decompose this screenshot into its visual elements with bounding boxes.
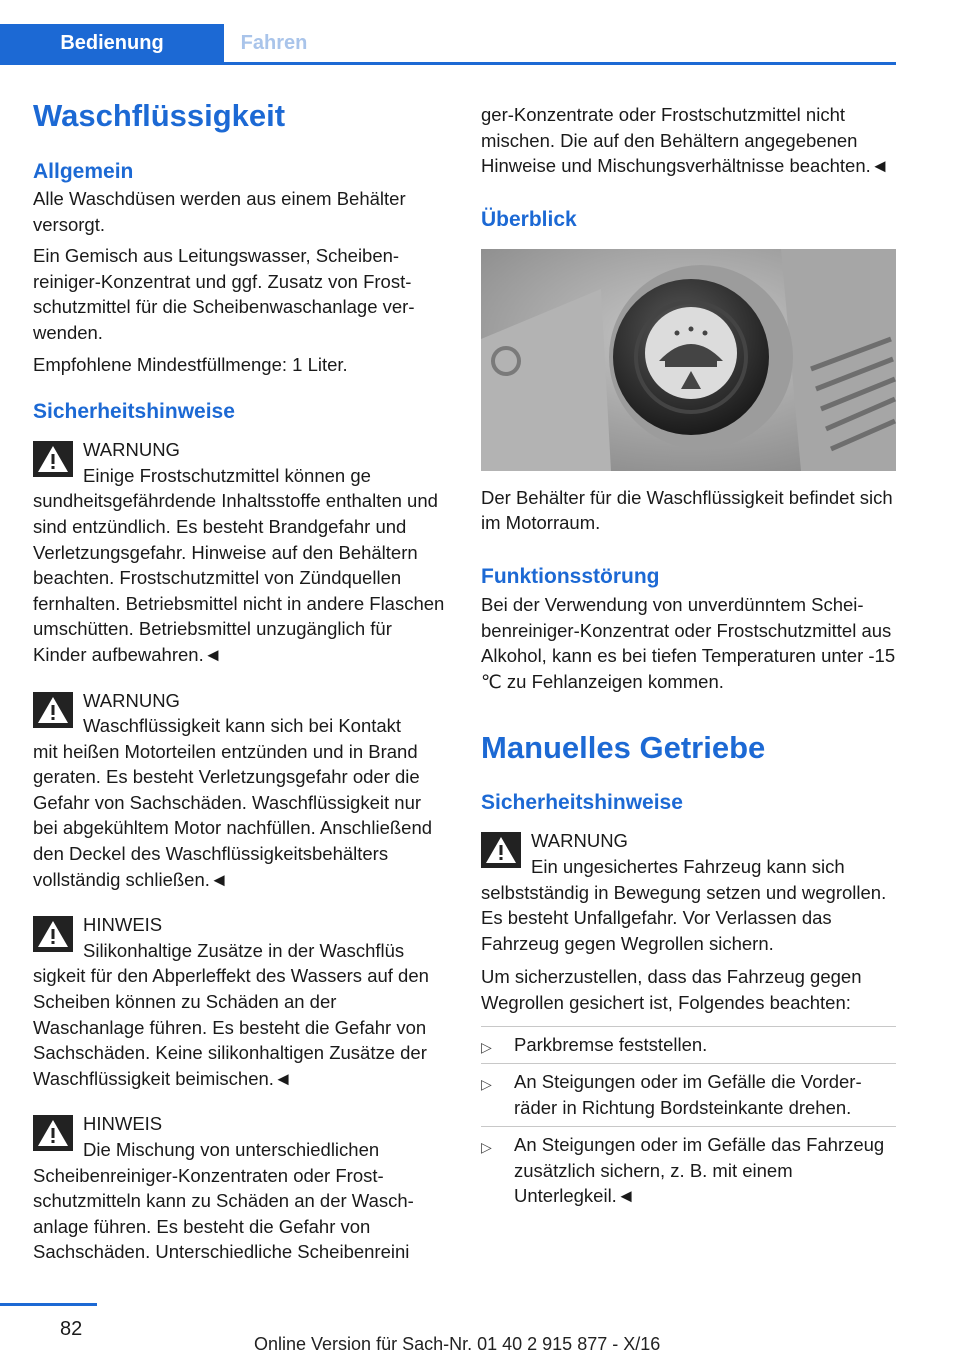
heading-allgemein: Allgemein [33,160,134,183]
notice-block-1 [33,912,448,1091]
page-number: 82 [60,1318,83,1340]
washer-reservoir-photo [481,249,896,471]
chapter-tabbar [0,24,896,65]
notice-text: sigkeit für den Abperleffekt des Wassers auf den Scheiben können zu Schäden an der Waschanlage führen. Es besteht die Gefahr von Sachschäden. Keine silikonhaltigen Zusätze der Waschflüssigkeit beimischen.◄ [33,965,429,1089]
checklist [481,1026,896,1216]
section-title-manuelles-getriebe: Manuelles Getriebe [481,730,766,766]
tab-fahren[interactable]: Fahren [240,32,308,54]
list-item: ▷ An Steigungen oder im Gefälle das Fahrzeug zusätzlich sichern, z. B. mit einem Unterlegkeil.◄ [481,1126,896,1215]
photo-caption: Der Behälter für die Waschflüssigkeit befindet sich im Motorraum. [481,486,893,534]
warning-label: WARNUNG [83,689,180,711]
warning-label: WARNUNG [83,439,180,461]
heading-ueberblick: Überblick [481,207,577,231]
warning-text: sundheitsgefährdende Inhaltsstoffe enthalten und sind entzündlich. Es besteht Brandgefahr und Verletzungsgefahr. Hinweise auf den Behältern beachten. Frostschutzmittel von Zündquellen fernhalten. Betriebsmittel nicht in andere Flaschen umschütten. Betriebsmittel unzugänglich für Kinder aufbewahren.◄ [33,490,445,665]
warning-block-2 [33,688,448,893]
paragraph-intro: Um sicherzustellen, dass das Fahrzeug gegen Wegrollen gesichert ist, Folgendes beachten: [481,966,862,1013]
warning-text-first-line: Ein ungesichertes Fahrzeug kann sich [531,855,845,877]
notice-label: HINWEIS [83,1113,163,1135]
paragraph-allgemein-1: Alle Waschdüsen werden aus einem Behälter versorgt. [33,188,406,235]
section-title-waschfluessigkeit: Waschflüssigkeit [33,98,286,133]
notice-triangle-icon [33,916,73,952]
heading-sicherheitshinweise-getriebe: Sicherheitshinweise [481,791,683,815]
warning-text-first-line: Einige Frostschutzmittel können ge [83,464,371,486]
notice-text-first-line: Die Mischung von unterschiedlichen [83,1139,380,1160]
warning-triangle-icon [33,692,73,728]
warning-text: mit heißen Motorteilen entzünden und in Brand geraten. Es besteht Verletzungsgefahr oder die Gefahr von Sachschäden. Waschflüssigkeit nur bei abgekühltem Motor nachfüllen. Anschließend den Deckel des Waschflüssigkeitsbehälters vollständig schließen.◄ [33,740,433,890]
left-column [33,96,448,1265]
warning-label: WARNUNG [531,830,628,852]
notice-triangle-icon [33,1115,73,1151]
footer-accent-line [0,1303,97,1306]
triangle-bullet-icon: ▷ [481,1038,492,1055]
triangle-bullet-icon: ▷ [481,1076,492,1093]
list-item: ▷ Parkbremse feststellen. [481,1026,896,1064]
warning-block-1 [33,437,448,667]
warning-block-3 [481,828,896,956]
triangle-bullet-icon: ▷ [481,1139,492,1156]
right-column [481,102,896,1215]
notice-block-2 [33,1111,448,1265]
list-item: ▷ An Steigungen oder im Gefälle die Vorderräder in Richtung Bordsteinkante drehen. [481,1063,896,1126]
warning-text-first-line: Waschflüssigkeit kann sich bei Kontakt [83,715,402,737]
warning-triangle-icon [481,832,521,868]
paragraph-funktionsstoerung: Bei der Verwendung von unverdünntem Scheibenreiniger-Konzentrat oder Frostschutzmittel aus Alkohol, kann es bei tiefen Temperaturen unter -15 ℃ zu Fehlanzeigen kommen. [481,593,896,692]
footer-version-text: Online Version für Sach-Nr. 01 40 2 915 877 - X/16 [254,1334,661,1354]
warning-triangle-icon [33,441,73,477]
paragraph-allgemein-2: Ein Gemisch aus Leitungswasser, Scheibenreiniger-Konzentrat und ggf. Zusatz von Frostschutzmittel für die Scheibenwaschanlage verwenden. [33,245,415,343]
notice-text-continued: ger-Konzentrate oder Frostschutzmittel nicht mischen. Die auf den Behältern angegebenen Hinweise und Mischungsverhältnisse beachten.◄ [481,104,890,177]
notice-label: HINWEIS [83,914,163,936]
notice-text: Scheibenreiniger-Konzentraten oder Frostschutzmitteln kann zu Schäden an der Waschanlage führen. Es besteht die Gefahr von Sachschäden. Unterschiedliche Scheibenreini [33,1164,414,1263]
heading-sicherheitshinweise: Sicherheitshinweise [33,400,235,424]
heading-funktionsstoerung: Funktionsstörung [481,564,660,588]
notice-text-first-line: Silikonhaltige Zusätze in der Waschflüs [83,939,405,961]
paragraph-allgemein-3: Empfohlene Mindestfüllmenge: 1 Liter. [33,353,348,375]
tab-bedienung[interactable]: Bedienung [0,24,224,62]
warning-text: selbstständig in Bewegung setzen und wegrollen. Es besteht Unfallgefahr. Vor Verlassen das Fahrzeug gegen Wegrollen sichern. [481,881,887,954]
